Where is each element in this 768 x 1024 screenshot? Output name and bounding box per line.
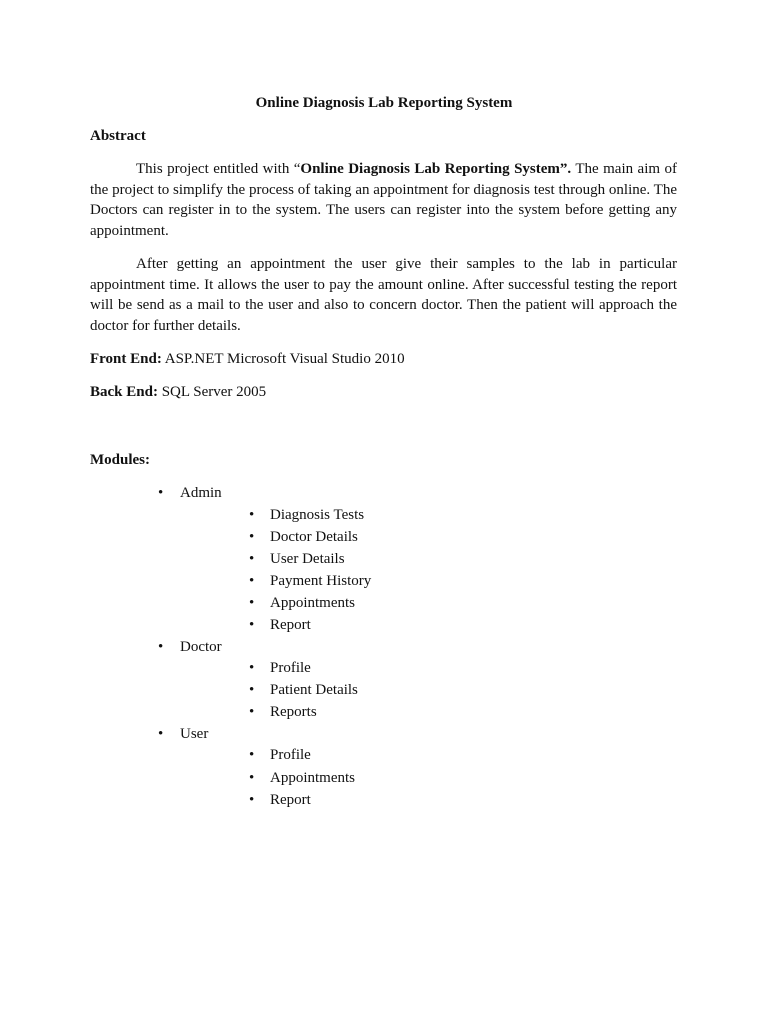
bullet-icon: • — [249, 660, 255, 676]
bullet-icon: • — [158, 639, 164, 655]
para1-project-name: Online Diagnosis Lab Reporting System”. — [300, 161, 572, 177]
abstract-heading: Abstract — [90, 128, 146, 144]
module-item: Appointments — [270, 595, 355, 611]
abstract-paragraph-2: After getting an appointment the user give their samples to the lab in particular appointment time. It allows the user to pay the amount online. After successful testing the report will be send as a mail to the user and also to concern doctor. Then the patient will approach the doctor for further details. — [90, 256, 677, 335]
module-admin: Admin — [180, 485, 222, 501]
bullet-icon: • — [249, 682, 255, 698]
front-end-value: ASP.NET Microsoft Visual Studio 2010 — [161, 351, 405, 367]
module-item: Profile — [270, 747, 311, 763]
modules-heading: Modules: — [90, 452, 150, 468]
bullet-icon: • — [249, 617, 255, 633]
bullet-icon: • — [158, 485, 164, 501]
bullet-icon: • — [249, 507, 255, 523]
bullet-icon: • — [249, 770, 255, 786]
module-item: Doctor Details — [270, 529, 358, 545]
bullet-icon: • — [249, 529, 255, 545]
bullet-icon: • — [249, 595, 255, 611]
para1-rest: The main aim of the project to simplify the process of taking an appointment for diagnosis test through online. The Doctors can register in to the system. The users can register into the system before getting any appointment. — [90, 161, 677, 240]
module-item: Profile — [270, 660, 311, 676]
bullet-icon: • — [249, 792, 255, 808]
back-end-label: Back End: — [90, 384, 158, 400]
module-user: User — [180, 726, 209, 742]
module-doctor: Doctor — [180, 639, 222, 655]
front-end-label: Front End: — [90, 351, 162, 367]
module-item: Reports — [270, 704, 317, 720]
module-item: User Details — [270, 551, 345, 567]
bullet-icon: • — [249, 747, 255, 763]
module-item: Appointments — [270, 770, 355, 786]
para1-intro: This project entitled with “ — [136, 161, 301, 177]
module-item: Report — [270, 617, 311, 633]
module-item: Report — [270, 792, 311, 808]
module-item: Patient Details — [270, 682, 358, 698]
bullet-icon: • — [249, 704, 255, 720]
module-item: Payment History — [270, 573, 372, 589]
back-end-line — [90, 382, 266, 402]
document-title: Online Diagnosis Lab Reporting System — [255, 95, 513, 111]
front-end-line — [90, 349, 405, 369]
bullet-icon: • — [249, 573, 255, 589]
back-end-value: SQL Server 2005 — [157, 384, 267, 400]
module-item: Diagnosis Tests — [270, 507, 365, 523]
abstract-paragraph-1 — [90, 159, 677, 242]
bullet-icon: • — [249, 551, 255, 567]
bullet-icon: • — [158, 726, 164, 742]
